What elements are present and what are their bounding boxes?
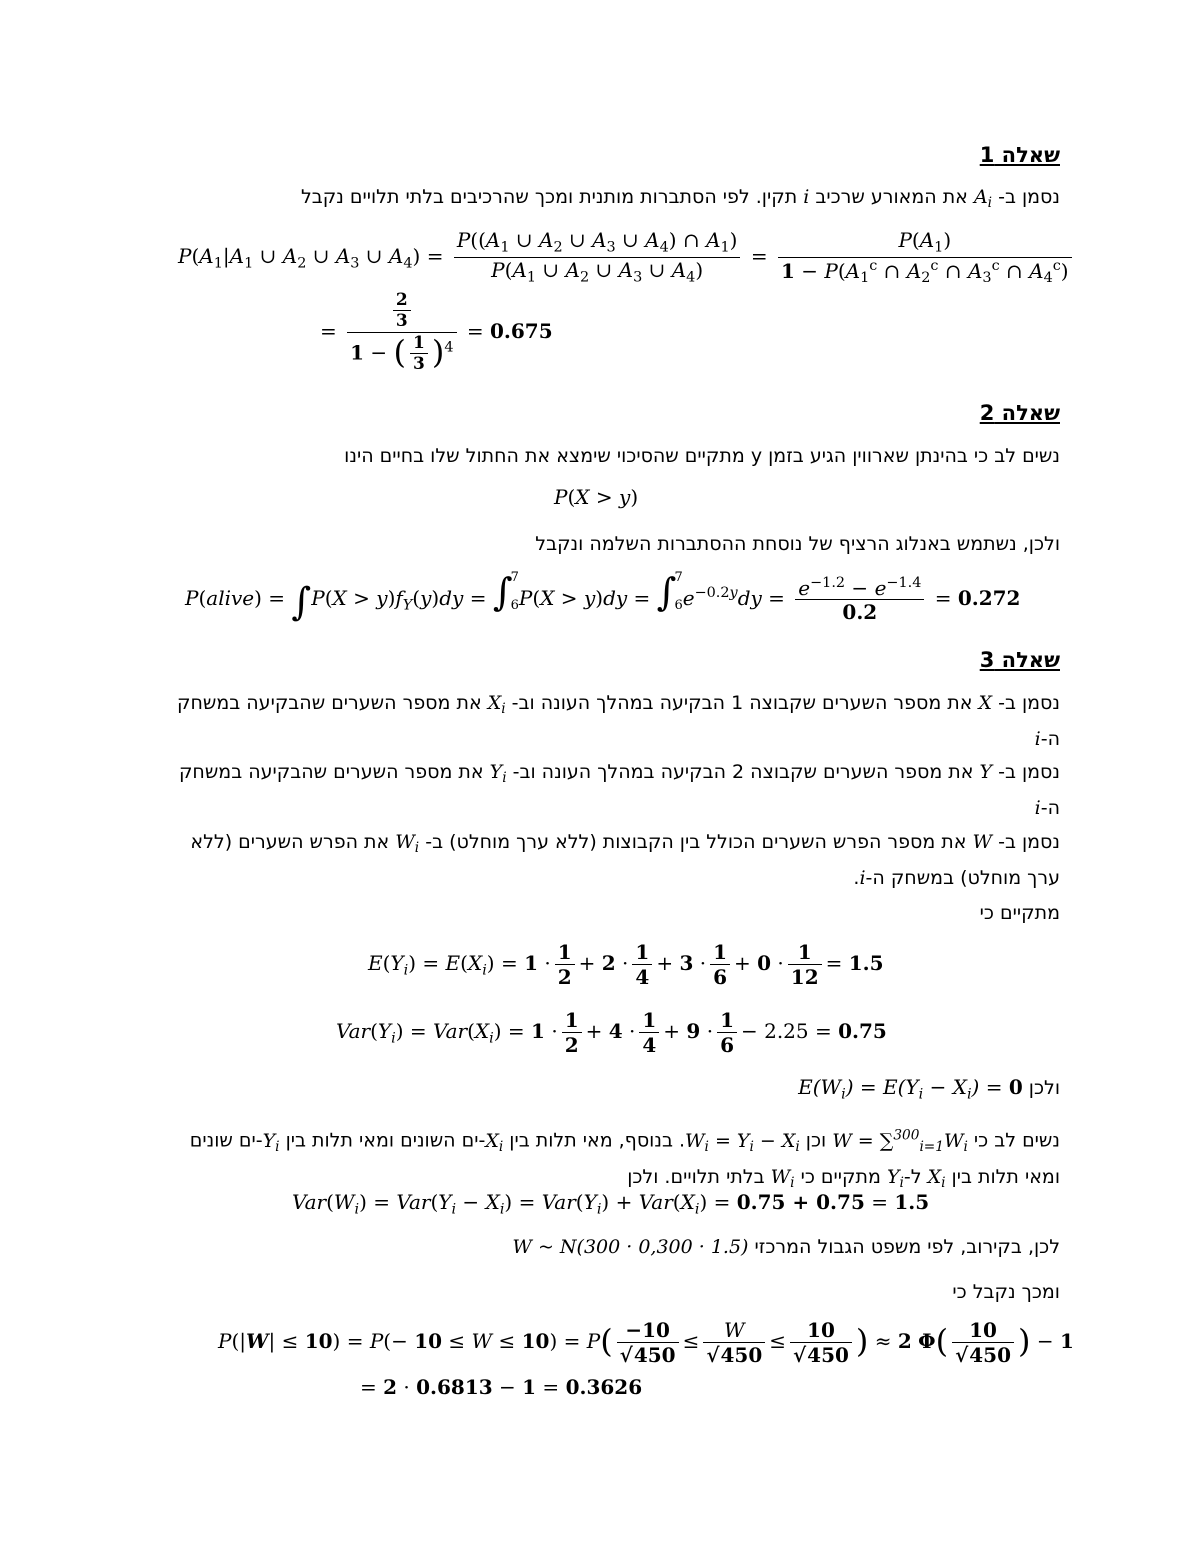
q3-expectation: $E(Y_i) = E(X_i) = 1$ · $\frac{1}{2}$ + 2 · $\frac{1}{4}$ + 3 · $\frac{1}{6}$ + 0 · $\frac{1}{12}$ = 1.5	[368, 940, 884, 989]
q1-intro: נסמן ב- $A_i$ את המאורע שרכיב i תקין. לפי הסתברות מותנית ומכך שהרכיבים בלתי תלויים נקבל	[300, 186, 1060, 212]
q3-def-w: נסמן ב- W את מספר הפרש השערים הכולל בין הקבוצות (ללא ערך מוחלט) ב- $W_i$ את הפרש השערים (ללא ערך מוחלט) במשחק ה-i.	[190, 831, 1060, 890]
q2-result: 0.272	[957, 586, 1021, 610]
q2-line1: נשים לב כי בהינתן שארווין הגיע בזמן y מתקיים שהסיכוי שימצא את החתול שלו בחיים הינו	[344, 445, 1060, 467]
q3-def-x: נסמן ב- X את מספר השערים שקבוצה 1 הבקיעה במהלך העונה וב- $X_i$ את מספר השערים שהבקיעה במשחק ה-i	[176, 692, 1060, 751]
q3-heading: שאלה 3	[979, 648, 1060, 672]
q2-equation: P(alive) = $\int P(X > y)f_Y(y)dy$ = ∫ 7 6 P(X > y)dy = ∫ 7 6 $e^{-0.2y}dy$ = $\frac{e^{-1.2} - e^{-1.4}}{0.2}$ = 0.272	[185, 569, 1021, 625]
q1-result: 0.675	[489, 318, 553, 343]
q1-equation-2: = $\frac{2}{3}$ 1 − ( $\frac{1}{3}$ )$^4$ = 0.675	[320, 290, 553, 375]
q2-line2: ולכן, נשתמש באנלוג הרציף של נוסחת ההסתברות השלמה ונקבל	[535, 533, 1060, 555]
q1-equation-1: $P(A_1|A_1$ ∪ $A_2$ ∪ $A_3$ ∪ $A_4$) = $\frac{P((A_1 \cup A_2 \cup A_3 \cup A_4) \cap A_1)}{P(A_1 \cup A_2 \cup A_3 \cup A_4)}$ = $\frac{P(A_1)}{1 - P(A_1^c \cap A_2^c \cap A_3^c \cap A_4^c)}$	[178, 228, 1076, 287]
q3-final-result: 0.3626	[565, 1375, 643, 1399]
q3-variance: $Var(Y_i) = Var(X_i) = 1$ · $\frac{1}{2}$ + 4 · $\frac{1}{4}$ + 9 · $\frac{1}{6}$ − 2.25 = 0.75	[336, 1008, 887, 1057]
q3-note: נשים לב כי $W = \sum^{300}_{i=1}W_i$ וכן $W_i = Y_i - X_i$. בנוסף, מאי תלות בין $X_i-ים$ השונים ומאי תלות בין $Y_i-ים$ שונים ומאי תלות בין $X_i$ $ל-Y_i$ מתקיים כי $W_i$ בלתי תלויים. ולכן	[189, 1127, 1060, 1191]
q2-heading: שאלה 2	[979, 401, 1060, 425]
q3-def-y: נסמן ב- Y את מספר השערים שקבוצה 2 הבקיעה במהלך העונה וב- $Y_i$ את מספר השערים שהבקיעה במשחק ה-i	[178, 761, 1060, 820]
q3-variance-result: 0.75	[838, 1019, 887, 1043]
a-i-var: $A_i$	[973, 186, 993, 212]
q3-var-w: $Var(W_i) = Var(Y_i - X_i) = Var(Y_i) + Var(X_i) = 0.75 + 0.75 = 1.5$	[292, 1190, 930, 1218]
q3-clt: לכן, בקירוב, לפי משפט הגבול המרכזי W ~ N(300 · 0,300 · 1.5)	[512, 1236, 1060, 1258]
q3-therefore-line: ולכן $E(W_i) = E(Y_i - X_i) = 0$	[798, 1075, 1060, 1103]
q1-heading: שאלה 1	[979, 143, 1060, 167]
q3-var-w-result: 1.5	[894, 1190, 930, 1214]
q3-holds: מתקיים כי	[979, 902, 1060, 924]
q3-expectation-result: 1.5	[848, 951, 884, 975]
q3-final-result-line: = 2 · 0.6813 − 1 = 0.3626	[360, 1375, 643, 1399]
q3-conclude: ומכך נקבל כי	[952, 1281, 1060, 1303]
q3-final-equation: P(|W| ≤ 10) = P(− 10 ≤ W ≤ 10) = P( $\frac{-10}{√450}$ ≤ $\frac{W}{√450}$ ≤ $\frac{10}{√450}$ ) ≈ 2 Φ( $\frac{10}{√450}$ ) − 1	[218, 1318, 1074, 1367]
q2-prob: P(X > y)	[554, 485, 639, 509]
